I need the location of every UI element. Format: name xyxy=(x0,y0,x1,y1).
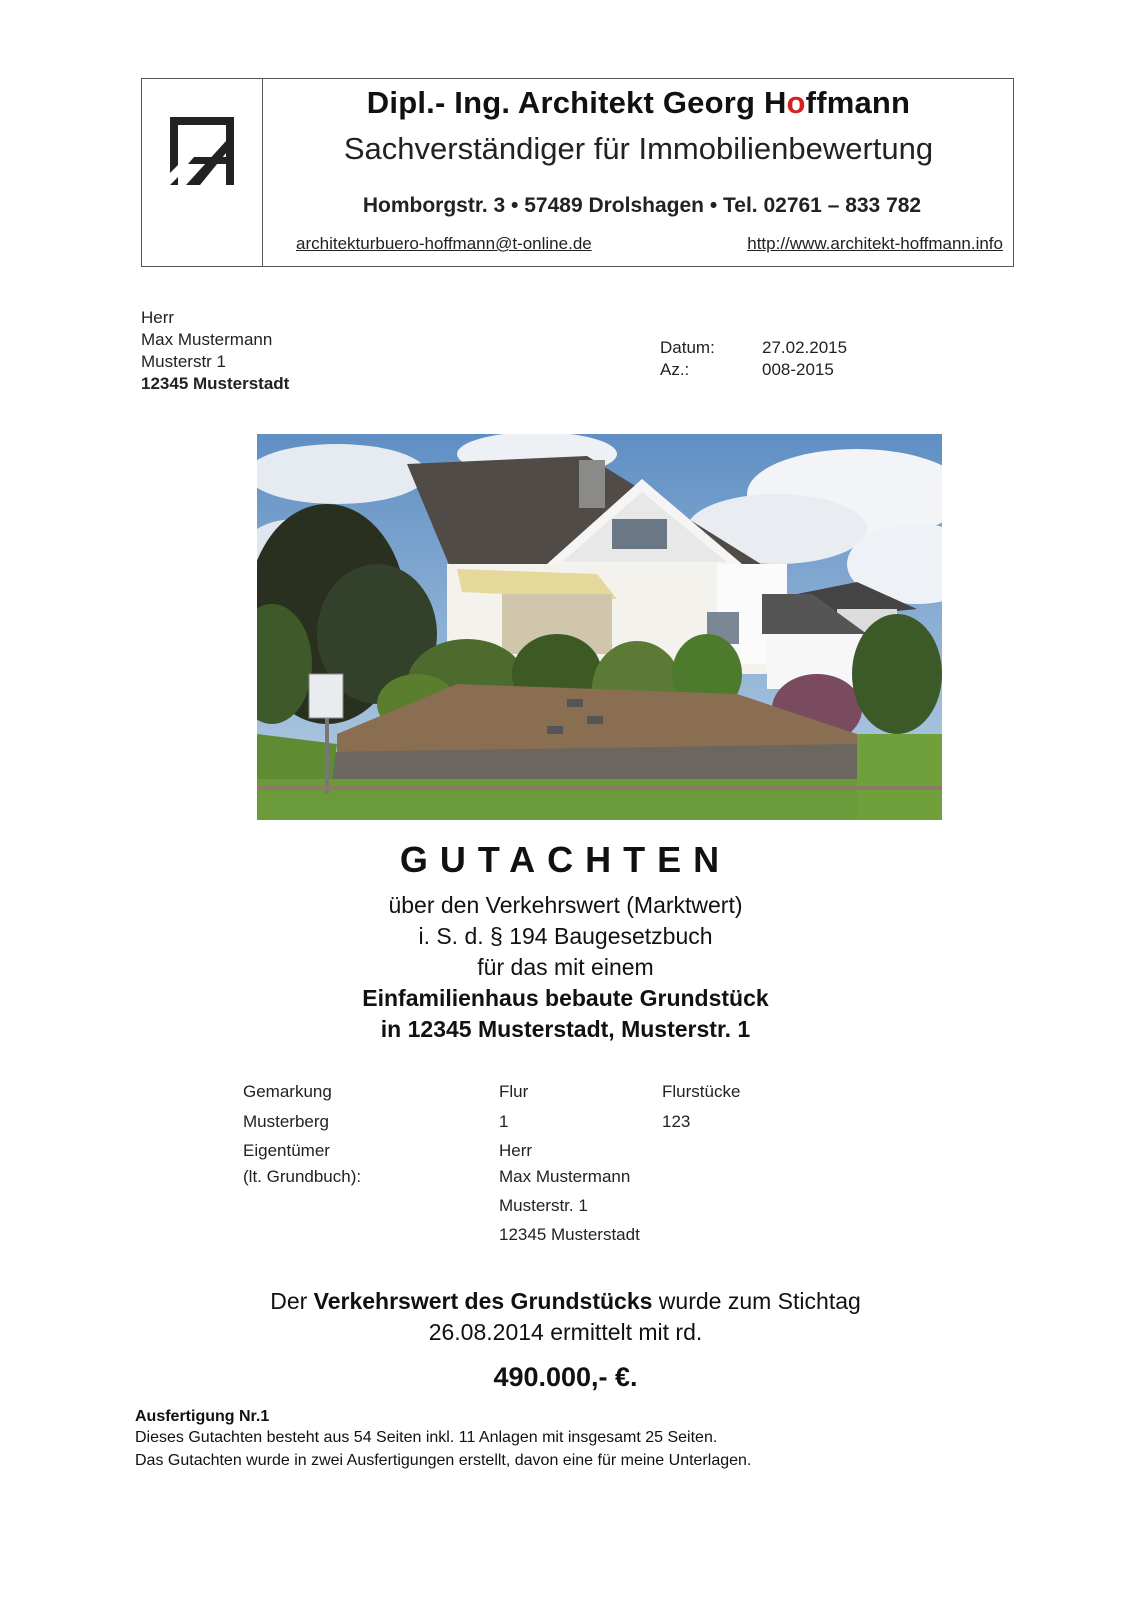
email-link[interactable]: architekturbuero-hoffmann@t-online.de xyxy=(296,234,592,253)
recipient-city: 12345 Musterstadt xyxy=(141,374,290,393)
owner-label-note: (lt. Grundbuch): xyxy=(243,1167,362,1186)
reference-value: 008-2015 xyxy=(762,360,834,379)
title-line-3: für das mit einem xyxy=(477,954,654,980)
office-address: Homborgstr. 3 • 57489 Drolshagen • Tel. 02761 – 833 782 xyxy=(362,194,922,217)
owner-line: Musterstr. 1 xyxy=(499,1196,588,1215)
expert-subtitle: Sachverständiger für Immobilienbewertung xyxy=(343,131,934,166)
date-label: Datum: xyxy=(660,338,715,357)
reference-label: Az.: xyxy=(660,360,690,379)
logo-cell xyxy=(142,79,263,266)
title-part-2: ffmann xyxy=(805,85,911,120)
valuation-date-line: 26.08.2014 ermittelt mit rd. xyxy=(428,1319,703,1345)
header-flurstuecke: Flurstücke xyxy=(662,1082,741,1101)
value-flur: 1 xyxy=(499,1112,509,1131)
architect-name xyxy=(262,85,1015,121)
value-gemarkung: Musterberg xyxy=(243,1112,329,1131)
owner-line: 12345 Musterstadt xyxy=(499,1225,640,1244)
recipient-salutation: Herr xyxy=(141,308,175,327)
header-gemarkung: Gemarkung xyxy=(243,1082,332,1101)
website-link[interactable]: http://www.architekt-hoffmann.info xyxy=(747,234,1003,253)
title-line-5: in 12345 Musterstadt, Musterstr. 1 xyxy=(380,1016,751,1042)
title-line-2: i. S. d. § 194 Baugesetzbuch xyxy=(418,923,713,949)
architect-logo-icon xyxy=(164,113,240,189)
valuation-post: wurde zum Stichtag xyxy=(652,1288,861,1314)
recipient-street: Musterstr 1 xyxy=(141,352,227,371)
owner-line: Max Mustermann xyxy=(499,1167,631,1186)
title-red-o: o xyxy=(786,85,806,120)
valuation-bold: Verkehrswert des Grundstücks xyxy=(313,1288,653,1314)
document-title: GUTACHTEN xyxy=(399,839,732,880)
title-line-1: über den Verkehrswert (Marktwert) xyxy=(388,892,743,918)
page-count-note: Dieses Gutachten besteht aus 54 Seiten inkl. 11 Anlagen mit insgesamt 25 Seiten. xyxy=(135,1429,718,1446)
value-flurstuecke: 123 xyxy=(662,1112,691,1131)
date-value: 27.02.2015 xyxy=(762,338,848,357)
valuation-pre: Der xyxy=(270,1288,314,1314)
title-part-1: Dipl.- Ing. Architekt Georg H xyxy=(366,85,787,120)
owner-label: Eigentümer xyxy=(243,1141,330,1160)
valuation-amount: 490.000,- €. xyxy=(493,1362,638,1392)
copies-note: Das Gutachten wurde in zwei Ausfertigungen erstellt, davon eine für meine Unterlagen. xyxy=(135,1452,752,1469)
recipient-name: Max Mustermann xyxy=(141,330,273,349)
header-flur: Flur xyxy=(499,1082,529,1101)
owner-line: Herr xyxy=(499,1141,533,1160)
valuation-sentence xyxy=(0,1288,1131,1315)
copy-number: Ausfertigung Nr.1 xyxy=(135,1408,270,1425)
letterhead xyxy=(141,78,1014,267)
title-line-4: Einfamilienhaus bebaute Grundstück xyxy=(362,985,769,1011)
house-photo xyxy=(257,434,942,820)
